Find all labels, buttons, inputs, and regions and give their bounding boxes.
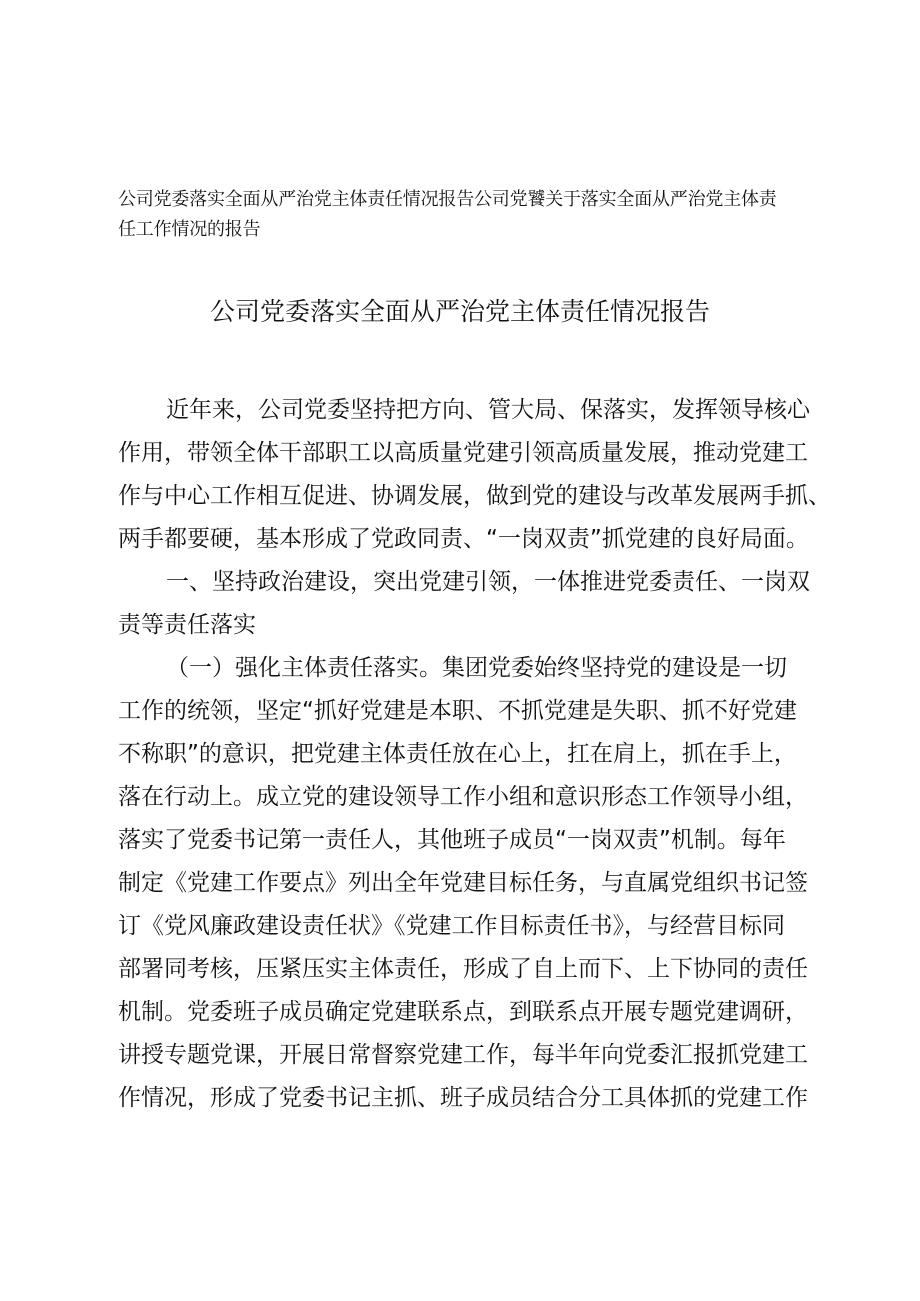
section-heading-line-2: 责等责任落实 <box>118 612 256 638</box>
body-line-9: 不称职”的意识，把党建主体责任放在心上，扛在肩上，抓在手上， <box>118 741 797 767</box>
document-title: 公司党委落实全面从严治党主体责任情况报告 <box>209 297 710 326</box>
body-line-14: 部署同考核，压紧压实主体责任，形成了自上而下、上下协同的责任 <box>118 956 808 982</box>
header-line-2: 任工作情况的报告 <box>118 219 261 240</box>
body-line-1: 近年来，公司党委坚持把方向、管大局、保落实，发挥领导核心 <box>166 397 810 423</box>
body-line-13: 订《党风廉政建设责任状》《党建工作目标责任书》，与经营目标同 <box>118 913 785 939</box>
body-line-11: 落实了党委书记第一责任人，其他班子成员“一岗双责”机制。每年 <box>118 827 786 853</box>
body-line-15: 机制。党委班子成员确定党建联系点，到联系点开展专题党建调研， <box>118 999 808 1025</box>
body-line-7: （一）强化主体责任落实。集团党委始终坚持党的建设是一切 <box>166 655 787 681</box>
body-line-2: 作用，带领全体干部职工以高质量党建引领高质量发展，推动党建工 <box>118 440 808 466</box>
section-heading-line-1: 一、坚持政治建设，突出党建引领，一体推进党委责任、一岗双 <box>166 569 810 595</box>
body-line-10: 落在行动上。成立党的建设领导工作小组和意识形态工作领导小组， <box>118 784 808 810</box>
body-line-12: 制定《党建工作要点》列出全年党建目标任务，与直属党组织书记签 <box>118 870 808 896</box>
body-line-4: 两手都要硬，基本形成了党政同责、“一岗双责”抓党建的良好局面。 <box>118 526 809 552</box>
body-line-17: 作情况，形成了党委书记主抓、班子成员结合分工具体抓的党建工作 <box>118 1085 808 1111</box>
header-line-1: 公司党委落实全面从严治党主体责任情况报告公司党饕关于落实全面从严治党主体责 <box>118 189 777 210</box>
body-line-3: 作与中心工作相互促进、协调发展，做到党的建设与改革发展两手抓、 <box>118 483 831 509</box>
body-line-16: 讲授专题党课，开展日常督察党建工作，每半年向党委汇报抓党建工 <box>118 1042 808 1068</box>
body-line-8: 工作的统领，坚定“抓好党建是本职、不抓党建是失职、抓不好党建 <box>118 698 797 724</box>
